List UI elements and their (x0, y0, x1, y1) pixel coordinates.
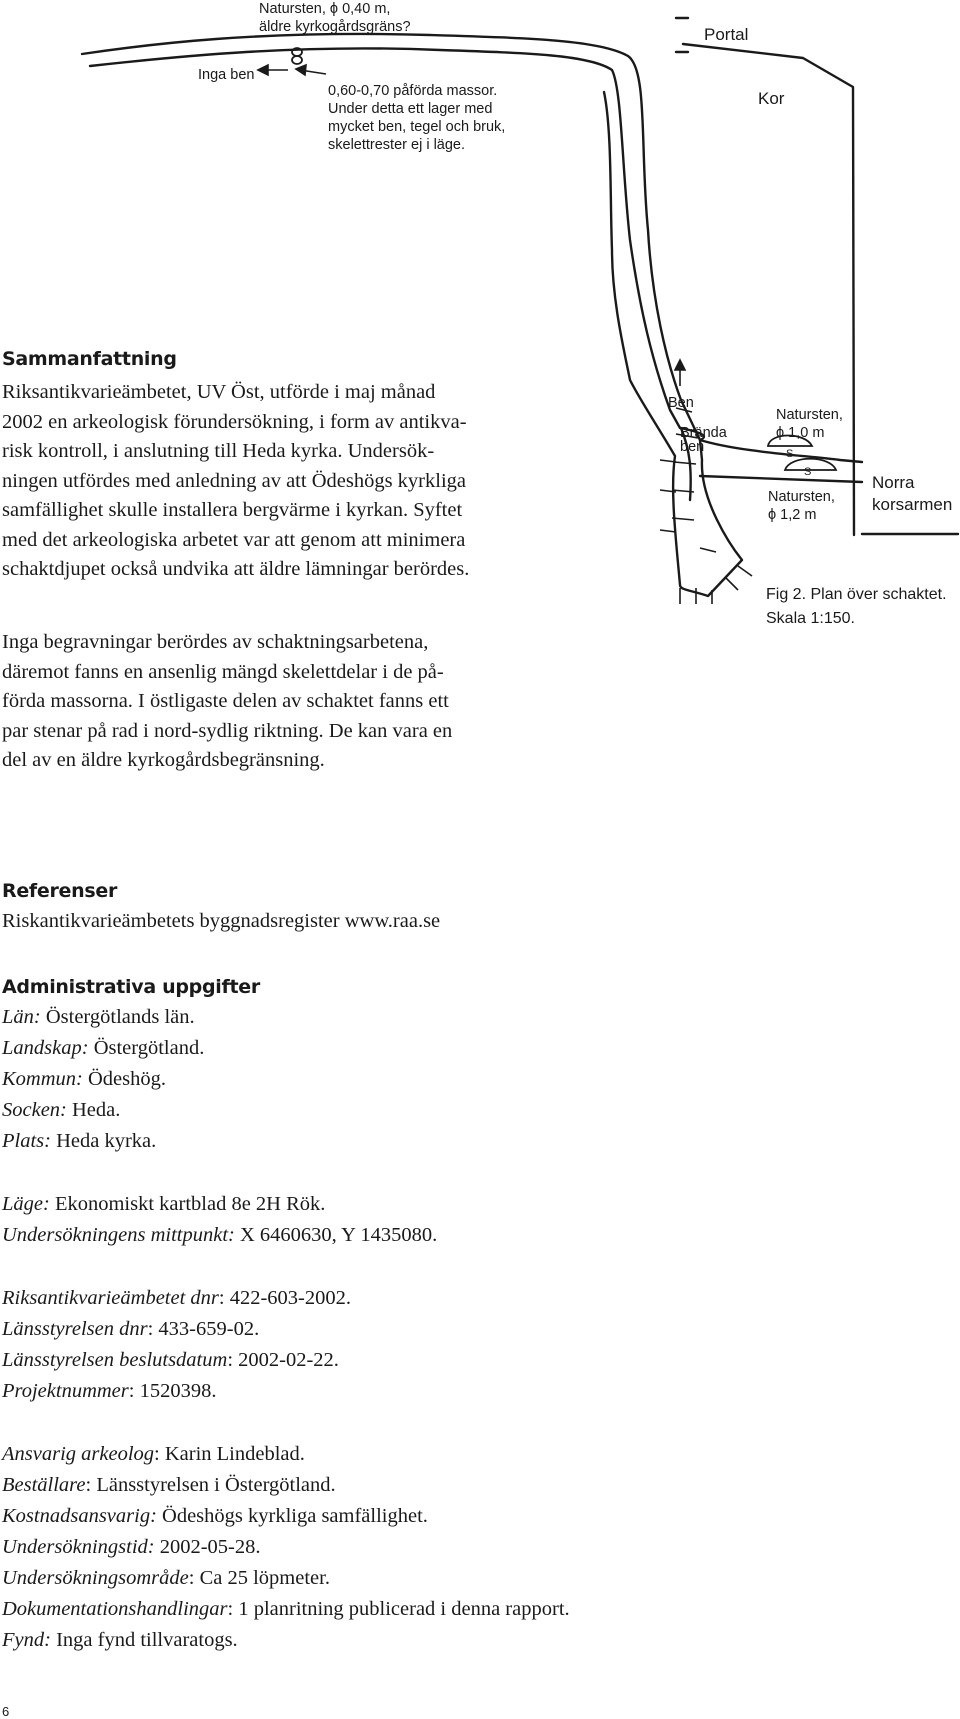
admin-dokumentation (2, 1598, 570, 1621)
admin-kostnad-value: Ödeshögs kyrkliga samfällighet. (156, 1505, 428, 1527)
admin-socken-value: Heda. (66, 1099, 121, 1121)
summary-paragraph-1 (2, 378, 552, 585)
admin-lst-dnr (2, 1318, 259, 1341)
admin-lst-datum-label: Länsstyrelsen beslutsdatum (2, 1349, 228, 1371)
figure-caption-title: Fig 2. Plan över schaktet. (766, 586, 947, 603)
admin-kommun (2, 1068, 166, 1091)
admin-raa-dnr (2, 1287, 351, 1310)
admin-projektnummer (2, 1380, 216, 1403)
summary-line: med det arkeologiska arbetet var att genom att minimera (2, 528, 466, 551)
reference-text: Riskantikvarieämbetets byggnadsregister www.raa.se (2, 910, 441, 932)
page-number: 6 (2, 1704, 10, 1719)
admin-lst-dnr-value: : 433-659-02. (147, 1318, 260, 1340)
summary-line: däremot fanns en ansenlig mängd skelettdelar i de på- (2, 660, 444, 683)
admin-ansvarig-value: : Karin Lindeblad. (154, 1443, 305, 1465)
label-massor-2: Under detta ett lager med (328, 101, 493, 117)
admin-landskap-value: Östergötland. (88, 1037, 205, 1059)
summary-line: samfällighet skulle installera bergvärme i kyrkan. Syftet (2, 499, 463, 521)
admin-raa-dnr-label: Riksantikvarieämbetet dnr (2, 1287, 219, 1309)
label-kor: Kor (758, 89, 785, 108)
admin-plats-label: Plats: (2, 1130, 51, 1152)
admin-fynd-label: Fynd: (2, 1629, 51, 1651)
admin-projektnummer-label: Projektnummer (2, 1380, 129, 1402)
summary-paragraph-2 (2, 628, 552, 776)
label-natursten-1-0-size: ϕ 1,0 m (776, 425, 825, 441)
admin-kommun-value: Ödeshög. (82, 1068, 166, 1090)
admin-lst-dnr-label: Länsstyrelsen dnr (2, 1318, 148, 1340)
admin-lan-label: Län: (2, 1006, 41, 1028)
admin-lan-value: Östergötlands län. (40, 1006, 195, 1028)
arrow-massor-head (296, 65, 306, 75)
admin-socken-label: Socken: (2, 1099, 67, 1121)
label-massor-1: 0,60-0,70 påförda massor. (328, 83, 498, 99)
church-wall-line (683, 44, 854, 535)
admin-landskap (2, 1037, 204, 1060)
trench-lower-line (700, 476, 862, 482)
arrow-ben-head (675, 360, 685, 370)
label-ben: Ben (668, 395, 694, 411)
admin-omrade (2, 1567, 330, 1590)
admin-raa-dnr-value: : 422-603-2002. (218, 1287, 352, 1309)
admin-ansvarig (2, 1443, 305, 1466)
admin-bestallare-label: Beställare (2, 1474, 86, 1496)
admin-dokumentation-label: Dokumentationshandlingar (2, 1598, 228, 1620)
admin-mittpunkt-label: Undersökningens mittpunkt: (2, 1224, 235, 1246)
label-branda: Brända (680, 425, 727, 441)
admin-plats (2, 1130, 156, 1153)
admin-fynd (2, 1629, 238, 1652)
label-korsarmen: korsarmen (872, 495, 953, 514)
label-natursten-1-2-size: ϕ 1,2 m (768, 507, 817, 523)
admin-omrade-value: : Ca 25 löpmeter. (188, 1567, 330, 1589)
admin-projektnummer-value: : 1520398. (128, 1380, 217, 1402)
summary-line: Riksantikvarieämbetet, UV Öst, utförde i maj månad (2, 381, 436, 403)
label-massor-3: mycket ben, tegel och bruk, (328, 119, 506, 135)
label-massor-4: skelettrester ej i läge. (328, 137, 466, 153)
label-natursten-1-2: Natursten, (768, 489, 835, 505)
admin-tid (2, 1536, 261, 1559)
admin-bestallare-value: : Länsstyrelsen i Östergötland. (85, 1474, 336, 1496)
admin-ansvarig-label: Ansvarig arkeolog (2, 1443, 155, 1465)
label-stone-s1: S (786, 448, 794, 460)
admin-kostnad-label: Kostnadsansvarig: (2, 1505, 157, 1527)
summary-line: ningen utfördes med anledning av att Ödeshögs kyrkliga (2, 469, 466, 492)
label-inga-ben: Inga ben (198, 67, 255, 83)
section-heading-administrativa: Administrativa uppgifter (2, 976, 260, 998)
admin-lage-label: Läge: (2, 1193, 50, 1215)
admin-mittpunkt (2, 1224, 437, 1247)
admin-kommun-label: Kommun: (2, 1068, 83, 1090)
admin-lst-datum-value: : 2002-02-22. (227, 1349, 339, 1371)
summary-line: par stenar på rad i nord-sydlig riktning. De kan vara en (2, 719, 453, 742)
admin-lage (2, 1193, 325, 1216)
label-norra: Norra (872, 473, 915, 492)
label-branda-ben: ben (680, 439, 705, 455)
summary-line: schaktdjupet också undvika att äldre lämningar berördes. (2, 558, 470, 580)
summary-line: risk kontroll, i anslutning till Heda kyrka. Undersök- (2, 440, 435, 462)
figure-caption-scale: Skala 1:150. (766, 610, 855, 627)
admin-kostnad (2, 1505, 428, 1528)
admin-tid-value: 2002-05-28. (154, 1536, 261, 1558)
summary-line: Inga begravningar berördes av schaktningsarbetena, (2, 631, 429, 653)
admin-fynd-value: Inga fynd tillvaratogs. (50, 1629, 238, 1651)
admin-lage-value: Ekonomiskt kartblad 8e 2H Rök. (49, 1193, 326, 1215)
summary-line: del av en äldre kyrkogårdsbegränsning. (2, 749, 325, 771)
admin-omrade-label: Undersökningsområde (2, 1567, 189, 1589)
admin-lst-datum (2, 1349, 339, 1372)
admin-tid-label: Undersökningstid: (2, 1536, 155, 1558)
admin-mittpunkt-value: X 6460630, Y 1435080. (234, 1224, 438, 1246)
section-heading-sammanfattning: Sammanfattning (2, 348, 177, 370)
admin-plats-value: Heda kyrka. (50, 1130, 157, 1152)
admin-landskap-label: Landskap: (2, 1037, 89, 1059)
label-natursten-1-0: Natursten, (776, 407, 843, 423)
arrow-inga-ben-head (258, 65, 268, 75)
label-stone-s2: S (804, 466, 812, 478)
section-heading-referenser: Referenser (2, 880, 118, 902)
label-natursten-top: Natursten, ϕ 0,40 m, (259, 1, 391, 17)
admin-socken (2, 1099, 120, 1122)
label-portal: Portal (704, 25, 749, 44)
admin-dokumentation-value: : 1 planritning publicerad i denna rapport. (227, 1598, 570, 1620)
admin-bestallare (2, 1474, 336, 1497)
summary-line: 2002 en arkeologisk förundersökning, i form av antikva- (2, 410, 467, 433)
admin-lan (2, 1006, 195, 1029)
summary-line: förda massorna. I östligaste delen av schaktet fanns ett (2, 690, 449, 712)
label-natursten-top-2: äldre kyrkogårdsgräns? (259, 19, 411, 35)
boundary-stone-bottom (292, 56, 302, 64)
